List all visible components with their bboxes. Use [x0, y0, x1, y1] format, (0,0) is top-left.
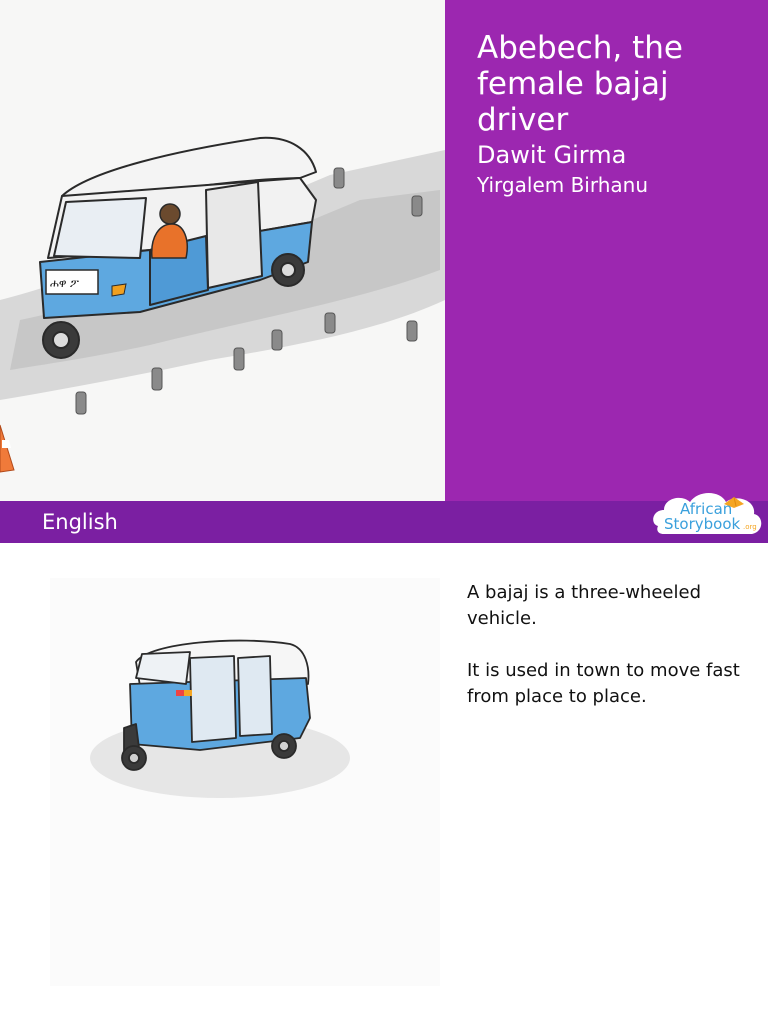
book-title: Abebech, the female bajaj driver [477, 30, 683, 138]
language-label: English [42, 510, 118, 534]
logo-line2: Storybook [664, 515, 741, 533]
african-storybook-logo[interactable] [650, 484, 765, 544]
illustrator-name: Yirgalem Birhanu [477, 173, 649, 197]
plate-text: ሐዋ ፖ [50, 277, 79, 290]
logo-line1: African [680, 500, 733, 518]
page-text [467, 580, 747, 736]
cover-illustration [0, 0, 445, 501]
author-name: Dawit Girma [477, 141, 627, 169]
title-panel [445, 0, 768, 501]
paragraph-2: It is used in town to move fast from place to place. [467, 660, 740, 707]
page-illustration [50, 578, 440, 986]
paragraph-1: A bajaj is a three-wheeled vehicle. [467, 582, 701, 629]
logo-suffix: .org [743, 523, 757, 531]
